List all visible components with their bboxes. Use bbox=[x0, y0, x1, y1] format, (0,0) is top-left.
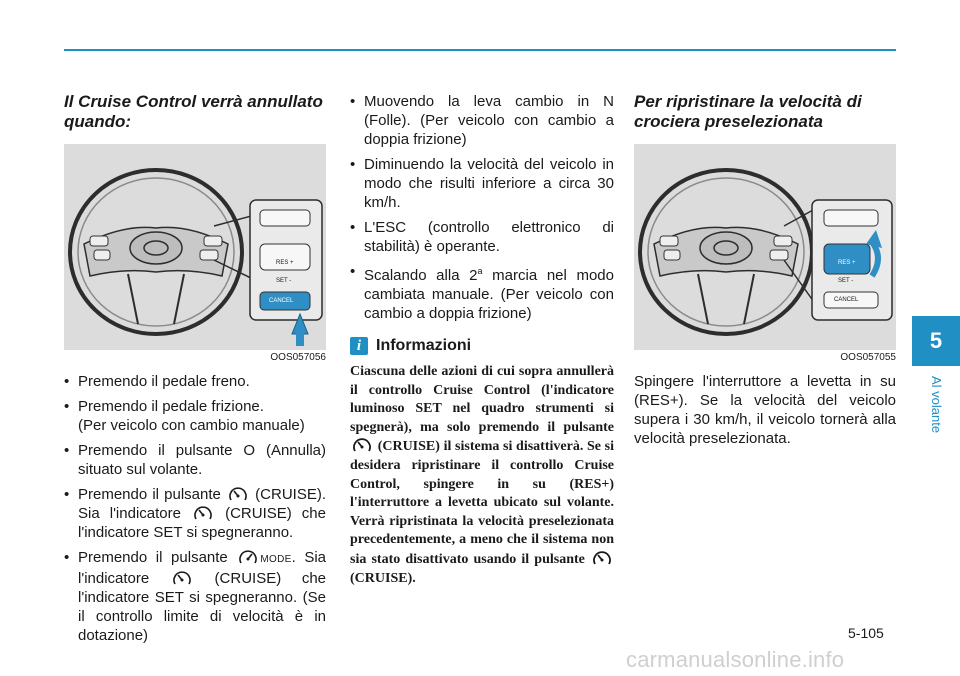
info-title: Informazioni bbox=[376, 337, 472, 354]
set-label: SET - bbox=[838, 278, 854, 284]
res-label: RES + bbox=[838, 260, 856, 266]
cancel-conditions-list bbox=[64, 372, 326, 645]
column-middle bbox=[350, 92, 614, 588]
list-item-text: Diminuendo la velocità del veicolo in modo che risulti inferiore a circa 30 km/h. bbox=[364, 156, 614, 211]
cruise-icon bbox=[352, 437, 372, 454]
info-header bbox=[350, 337, 614, 355]
cruise-icon bbox=[172, 570, 192, 587]
info-icon: i bbox=[350, 337, 368, 355]
column-right bbox=[634, 92, 896, 448]
list-item-text: Premendo il pulsante bbox=[78, 549, 228, 566]
cruise-icon bbox=[193, 505, 213, 522]
list-item bbox=[350, 218, 614, 256]
steering-wheel-figure-resume bbox=[634, 144, 896, 350]
list-item-text: Scalando alla 2 bbox=[364, 267, 478, 284]
list-item-text: (Per veicolo con cambio manuale) bbox=[78, 417, 305, 434]
list-item bbox=[350, 262, 614, 323]
list-item-text: (CRUISE) che l'indicatore SET si spegneranno. (Se il controllo limite di velocità è in dotazione) bbox=[78, 570, 327, 644]
cruise-icon bbox=[228, 486, 248, 503]
list-item-text: (CRUISE) che l'indicatore SET si spegneranno. bbox=[78, 505, 326, 541]
list-item-text: Premendo il pulsante O (Annulla) situato sul volante. bbox=[78, 442, 326, 478]
section-title-cancel: Il Cruise Control verrà annullato quando: bbox=[64, 92, 323, 131]
list-item bbox=[64, 548, 326, 645]
list-item bbox=[64, 372, 326, 391]
cancel-conditions-list-continued bbox=[350, 92, 614, 323]
list-item-text: Premendo il pedale freno. bbox=[78, 373, 250, 390]
list-item-text: Muovendo la leva cambio in N (Folle). (Per veicolo con cambio a doppia frizione) bbox=[364, 93, 614, 148]
list-item bbox=[64, 441, 326, 479]
cancel-label: CANCEL bbox=[834, 297, 859, 303]
page-number: 5-105 bbox=[848, 625, 884, 641]
list-item-text: marcia nel modo cambiata manuale. (Per veicolo con cambio a doppia frizione) bbox=[364, 267, 614, 322]
list-item bbox=[350, 92, 614, 149]
list-item-text: Premendo il pedale frizione. bbox=[78, 398, 264, 415]
info-text: Ciascuna delle azioni di cui sopra annullerà il controllo Cruise Control (l'indicatore luminoso SET nel quadro strumenti si spegnerà), ma solo premendo il pulsante bbox=[350, 364, 614, 435]
steering-wheel-illustration bbox=[64, 144, 326, 350]
top-rule bbox=[64, 49, 896, 51]
res-label: RES + bbox=[276, 260, 294, 266]
steering-wheel-illustration bbox=[634, 144, 896, 350]
set-label: SET - bbox=[276, 278, 292, 284]
column-left bbox=[64, 92, 326, 651]
steering-wheel-figure-cancel bbox=[64, 144, 326, 350]
section-title-resume: Per ripristinare la velocità di crociera preselezionata bbox=[634, 92, 862, 131]
info-body bbox=[350, 363, 614, 588]
list-item-text: . Sia l'indicatore bbox=[78, 549, 326, 587]
speed-limit-icon bbox=[238, 549, 258, 566]
mode-label: MODE bbox=[260, 554, 292, 565]
list-item bbox=[64, 485, 326, 542]
list-item-text: (CRUISE). Sia l'indicatore bbox=[78, 486, 326, 522]
resume-instructions: Spingere l'interruttore a levetta in su (RES+). Se la velocità del veicolo supera i 30 km/h, il veicolo tornerà alla velocità preselezionata. bbox=[634, 373, 896, 447]
figure-code: OOS057056 bbox=[270, 352, 326, 363]
info-text: (CRUISE) il sistema si disattiverà. Se si desidera ripristinare il controllo Cruise Control, spingere in su (RES+) l'interruttore a levetta ubicato sul volante. Verrà ripristinata la velocità preselezionata precedentemente, a meno che il sistema non sia stato disattivato usando il pulsante bbox=[350, 439, 615, 567]
figure-code: OOS057055 bbox=[840, 352, 896, 363]
info-text: (CRUISE). bbox=[350, 570, 416, 586]
list-item bbox=[64, 397, 326, 435]
list-item-text: L'ESC (controllo elettronico di stabilità) è operante. bbox=[364, 219, 614, 255]
cruise-icon bbox=[592, 550, 612, 567]
watermark: carmanualsonline.info bbox=[626, 647, 845, 672]
list-item-text: Premendo il pulsante bbox=[78, 486, 221, 503]
list-item bbox=[350, 155, 614, 212]
cancel-label: CANCEL bbox=[269, 298, 294, 304]
ordinal-suffix: a bbox=[477, 266, 483, 276]
chapter-label: Al volante bbox=[929, 376, 944, 434]
chapter-tab: 5 bbox=[912, 316, 960, 366]
